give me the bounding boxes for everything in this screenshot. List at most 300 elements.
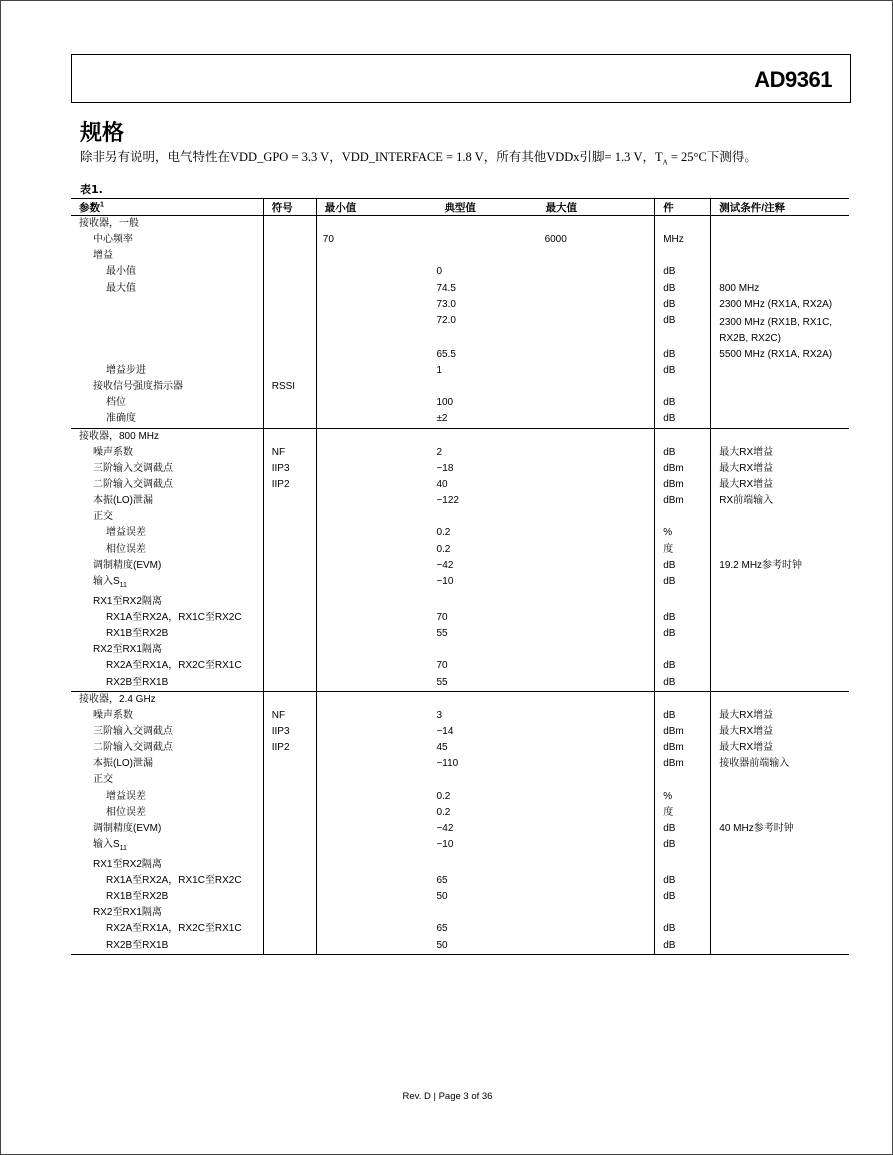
cell-symbol: IIP2 xyxy=(263,740,316,756)
table-row xyxy=(71,248,849,264)
cell-symbol: RSSI xyxy=(263,379,316,395)
cell-param xyxy=(71,525,263,541)
cell-min xyxy=(316,558,430,574)
cell-param xyxy=(71,691,263,708)
cell-symbol xyxy=(263,921,316,937)
cell-symbol xyxy=(263,525,316,541)
cell-min xyxy=(316,216,430,233)
param-label: RX2A至RX1A，RX2C至RX1C xyxy=(106,923,242,935)
cell-typ: 65.5 xyxy=(436,348,456,360)
table-row xyxy=(71,542,849,558)
cell-notes: 2300 MHz (RX1B, RX1C, RX2B, RX2C) xyxy=(711,313,849,347)
table-row xyxy=(71,724,849,740)
cell-unit: % xyxy=(655,525,711,541)
cell-unit: dB xyxy=(655,411,711,428)
cell-min xyxy=(316,248,430,264)
cell-min xyxy=(316,626,430,642)
col-header-typ: 典型值 xyxy=(430,199,536,216)
cell-min xyxy=(316,772,430,788)
cell-typ: −42 xyxy=(436,822,454,834)
cell-notes xyxy=(711,232,849,248)
cell-notes xyxy=(711,594,849,610)
param-label: 正交 xyxy=(93,774,113,786)
param-label: RX1B至RX2B xyxy=(106,891,169,903)
table-row xyxy=(71,821,849,837)
cell-symbol xyxy=(263,313,316,347)
cell-notes xyxy=(711,675,849,692)
cell-typ: −10 xyxy=(436,575,454,587)
cell-min xyxy=(316,347,430,363)
cell-param xyxy=(71,574,263,594)
cell-min xyxy=(316,281,430,297)
cell-notes: 最大RX增益 xyxy=(711,724,849,740)
cell-typ: ±2 xyxy=(436,413,448,425)
table-section-row xyxy=(71,216,849,233)
cell-min xyxy=(316,297,430,313)
cell-unit: dB xyxy=(655,708,711,724)
cell-param xyxy=(71,558,263,574)
cell-max xyxy=(537,724,655,740)
table-row xyxy=(71,558,849,574)
cell-symbol: NF xyxy=(263,445,316,461)
page-header xyxy=(71,54,851,103)
cell-typ xyxy=(430,428,536,445)
table-row xyxy=(71,610,849,626)
cell-unit: dB xyxy=(655,873,711,889)
cell-unit: 度 xyxy=(655,542,711,558)
param-label: 二阶输入交调截点 xyxy=(93,478,173,490)
cell-symbol xyxy=(263,216,316,233)
cell-max xyxy=(537,921,655,937)
param-label: RX1A至RX2A，RX1C至RX2C xyxy=(106,875,242,887)
cell-unit: dB xyxy=(655,574,711,594)
cell-notes xyxy=(711,889,849,905)
table-row xyxy=(71,708,849,724)
cell-max xyxy=(537,363,655,379)
cell-max xyxy=(537,379,655,395)
cell-max xyxy=(537,445,655,461)
table-row xyxy=(71,411,849,428)
cell-param xyxy=(71,363,263,379)
cell-max xyxy=(537,574,655,594)
cell-notes: 最大RX增益 xyxy=(711,477,849,493)
spec-table xyxy=(71,198,849,955)
cell-min xyxy=(316,574,430,594)
cell-unit xyxy=(655,248,711,264)
param-label: 正交 xyxy=(93,511,113,523)
cell-unit: dB xyxy=(655,658,711,674)
table-row xyxy=(71,857,849,873)
spec-table-body xyxy=(71,216,849,955)
cell-unit: dB xyxy=(655,281,711,297)
cell-notes: 最大RX增益 xyxy=(711,740,849,756)
cell-min xyxy=(316,873,430,889)
cell-typ: 0.2 xyxy=(436,806,451,818)
table-row xyxy=(71,347,849,363)
table-row xyxy=(71,477,849,493)
cell-param xyxy=(71,477,263,493)
table-section-row xyxy=(71,691,849,708)
param-label: 三阶输入交调截点 xyxy=(93,725,173,737)
cell-symbol xyxy=(263,626,316,642)
cell-typ xyxy=(430,905,536,921)
cell-max xyxy=(537,248,655,264)
cell-notes xyxy=(711,379,849,395)
cell-unit: dB xyxy=(655,558,711,574)
cell-typ xyxy=(430,248,536,264)
cell-unit: dBm xyxy=(655,461,711,477)
cell-max xyxy=(537,264,655,280)
cell-param xyxy=(71,347,263,363)
cell-symbol xyxy=(263,938,316,955)
cell-max xyxy=(537,313,655,347)
cell-unit: dB xyxy=(655,626,711,642)
cell-min xyxy=(316,642,430,658)
cell-typ xyxy=(430,857,536,873)
cell-unit: dB xyxy=(655,313,711,347)
cell-param xyxy=(71,724,263,740)
param-label: 中心频率 xyxy=(93,234,133,246)
cell-symbol xyxy=(263,297,316,313)
cell-param xyxy=(71,740,263,756)
cell-max xyxy=(537,658,655,674)
cell-symbol xyxy=(263,594,316,610)
cell-typ: 55 xyxy=(436,676,448,688)
cell-notes xyxy=(711,248,849,264)
cell-unit: dB xyxy=(655,921,711,937)
param-label: RX2B至RX1B xyxy=(106,676,169,688)
cell-unit: dB xyxy=(655,363,711,379)
param-label: 接收信号强度指示器 xyxy=(93,381,183,393)
param-label: 输入S xyxy=(93,838,120,850)
cell-max xyxy=(537,857,655,873)
cell-typ: 3 xyxy=(436,709,442,721)
cell-notes: 800 MHz xyxy=(711,281,849,297)
cell-notes: 最大RX增益 xyxy=(711,708,849,724)
table-row xyxy=(71,363,849,379)
cell-notes: 5500 MHz (RX1A, RX2A) xyxy=(711,347,849,363)
table-row xyxy=(71,626,849,642)
param-label: RX1B至RX2B xyxy=(106,628,169,640)
cell-symbol xyxy=(263,248,316,264)
param-label: 准确度 xyxy=(106,413,136,425)
cell-unit xyxy=(655,509,711,525)
cell-min xyxy=(316,789,430,805)
intro-text-before: 除非另有说明，电气特性在VDD_GPO = 3.3 V，VDD_INTERFACE = 1.8 V，所有其他VDDx引脚= 1.3 V，T xyxy=(80,150,663,164)
cell-notes xyxy=(711,921,849,937)
cell-min xyxy=(316,445,430,461)
cell-notes xyxy=(711,216,849,233)
cell-notes: 40 MHz参考时钟 xyxy=(711,821,849,837)
param-label: 本振(LO)泄漏 xyxy=(93,758,153,770)
cell-min xyxy=(316,675,430,692)
cell-symbol xyxy=(263,642,316,658)
cell-param xyxy=(71,789,263,805)
cell-param xyxy=(71,805,263,821)
cell-notes: 最大RX增益 xyxy=(711,461,849,477)
cell-symbol xyxy=(263,411,316,428)
cell-symbol xyxy=(263,837,316,857)
cell-symbol xyxy=(263,857,316,873)
table-section-row xyxy=(71,428,849,445)
col-header-param xyxy=(71,199,263,216)
cell-max xyxy=(537,873,655,889)
cell-typ: 0 xyxy=(436,266,442,278)
cell-max xyxy=(537,395,655,411)
cell-typ: 70 xyxy=(436,660,448,672)
cell-min xyxy=(316,857,430,873)
cell-symbol xyxy=(263,493,316,509)
cell-max xyxy=(537,297,655,313)
cell-typ: 0.2 xyxy=(436,543,451,555)
cell-unit xyxy=(655,216,711,233)
cell-min xyxy=(316,821,430,837)
cell-max xyxy=(537,493,655,509)
cell-unit: dB xyxy=(655,889,711,905)
cell-min xyxy=(316,493,430,509)
param-label: 三阶输入交调截点 xyxy=(93,462,173,474)
param-label: RX2A至RX1A，RX2C至RX1C xyxy=(106,660,242,672)
cell-min xyxy=(316,658,430,674)
cell-param xyxy=(71,428,263,445)
cell-min xyxy=(316,379,430,395)
cell-typ: 100 xyxy=(436,397,454,409)
cell-symbol xyxy=(263,691,316,708)
cell-max xyxy=(537,756,655,772)
cell-typ: 2 xyxy=(436,446,442,458)
cell-notes xyxy=(711,873,849,889)
cell-notes xyxy=(711,837,849,857)
cell-typ xyxy=(430,642,536,658)
cell-symbol xyxy=(263,509,316,525)
cell-max xyxy=(537,428,655,445)
cell-min xyxy=(316,428,430,445)
cell-min xyxy=(316,525,430,541)
col-header-symbol: 符号 xyxy=(263,199,316,216)
cell-min xyxy=(316,395,430,411)
cell-typ: 45 xyxy=(436,742,448,754)
cell-symbol xyxy=(263,264,316,280)
cell-notes xyxy=(711,772,849,788)
cell-max xyxy=(537,821,655,837)
param-label: 相位误差 xyxy=(106,806,146,818)
part-number: AD9361 xyxy=(754,67,832,92)
table-row xyxy=(71,772,849,788)
cell-max xyxy=(537,626,655,642)
cell-unit xyxy=(655,379,711,395)
cell-typ xyxy=(430,691,536,708)
cell-param xyxy=(71,857,263,873)
cell-unit xyxy=(655,642,711,658)
cell-max xyxy=(537,905,655,921)
cell-unit: dB xyxy=(655,395,711,411)
param-label: 二阶输入交调截点 xyxy=(93,742,173,754)
cell-symbol: IIP3 xyxy=(263,461,316,477)
param-label: 接收器，一般 xyxy=(79,218,139,229)
param-label: 调制精度(EVM) xyxy=(93,822,162,834)
table-row xyxy=(71,509,849,525)
cell-unit xyxy=(655,428,711,445)
cell-typ: −122 xyxy=(436,495,459,507)
cell-symbol xyxy=(263,395,316,411)
cell-notes: 接收器前端输入 xyxy=(711,756,849,772)
table-row xyxy=(71,642,849,658)
cell-max xyxy=(537,542,655,558)
param-label: 增益 xyxy=(93,250,113,262)
cell-min xyxy=(316,938,430,955)
col-header-notes: 测试条件/注释 xyxy=(711,199,849,216)
table-row xyxy=(71,873,849,889)
cell-symbol xyxy=(263,873,316,889)
param-label: RX1至RX2隔离 xyxy=(93,595,162,607)
cell-typ: −10 xyxy=(436,838,454,850)
cell-max xyxy=(537,889,655,905)
param-label: 增益步进 xyxy=(106,364,146,376)
cell-unit: dB xyxy=(655,837,711,857)
param-subscript: 11 xyxy=(119,844,127,852)
cell-param xyxy=(71,658,263,674)
cell-typ: 50 xyxy=(430,938,536,955)
cell-symbol xyxy=(263,772,316,788)
cell-param xyxy=(71,708,263,724)
cell-param xyxy=(71,675,263,692)
cell-typ: 1 xyxy=(436,364,442,376)
cell-param xyxy=(71,281,263,297)
cell-unit: dB xyxy=(655,821,711,837)
cell-symbol xyxy=(263,905,316,921)
cell-max xyxy=(537,938,655,955)
cell-min xyxy=(316,905,430,921)
cell-notes xyxy=(711,905,849,921)
cell-max xyxy=(537,642,655,658)
cell-param xyxy=(71,297,263,313)
table-header-row xyxy=(71,199,849,216)
param-label: 噪声系数 xyxy=(93,709,133,721)
cell-typ: 50 xyxy=(436,891,448,903)
cell-max xyxy=(537,216,655,233)
cell-notes xyxy=(711,857,849,873)
cell-typ: −42 xyxy=(436,559,454,571)
cell-symbol: IIP3 xyxy=(263,724,316,740)
cell-max xyxy=(537,691,655,708)
table-row xyxy=(71,805,849,821)
cell-unit: dB xyxy=(655,610,711,626)
cell-notes xyxy=(711,264,849,280)
cell-typ xyxy=(430,232,536,248)
cell-param xyxy=(71,756,263,772)
cell-symbol xyxy=(263,281,316,297)
cell-max xyxy=(537,772,655,788)
cell-symbol xyxy=(263,658,316,674)
cell-param xyxy=(71,889,263,905)
cell-param xyxy=(71,642,263,658)
cell-min xyxy=(316,542,430,558)
param-label: 输入S xyxy=(93,575,120,587)
cell-symbol xyxy=(263,805,316,821)
cell-symbol xyxy=(263,558,316,574)
param-label: 本振(LO)泄漏 xyxy=(93,495,153,507)
table-row xyxy=(71,574,849,594)
param-subscript: 11 xyxy=(119,581,127,589)
cell-min xyxy=(316,363,430,379)
cell-notes xyxy=(711,509,849,525)
cell-unit xyxy=(655,772,711,788)
cell-param xyxy=(71,264,263,280)
cell-param xyxy=(71,938,263,955)
cell-min xyxy=(316,724,430,740)
cell-param xyxy=(71,921,263,937)
table-row xyxy=(71,837,849,857)
cell-unit: % xyxy=(655,789,711,805)
table-row xyxy=(71,905,849,921)
param-label: 最大值 xyxy=(106,282,136,294)
cell-symbol xyxy=(263,821,316,837)
cell-max xyxy=(537,789,655,805)
cell-max xyxy=(537,837,655,857)
param-label: RX2B至RX1B xyxy=(106,939,169,951)
cell-unit xyxy=(655,594,711,610)
cell-min xyxy=(316,756,430,772)
cell-notes xyxy=(711,411,849,428)
cell-max xyxy=(537,525,655,541)
table-row xyxy=(71,232,849,248)
cell-notes xyxy=(711,542,849,558)
table-row xyxy=(71,281,849,297)
cell-typ: 65 xyxy=(436,923,448,935)
cell-notes xyxy=(711,574,849,594)
table-row xyxy=(71,264,849,280)
table-row xyxy=(71,756,849,772)
cell-symbol xyxy=(263,542,316,558)
table-row xyxy=(71,675,849,692)
cell-symbol: NF xyxy=(263,708,316,724)
intro-subscript: A xyxy=(662,158,668,167)
param-label: 调制精度(EVM) xyxy=(93,559,162,571)
cell-min xyxy=(316,411,430,428)
table-row xyxy=(71,594,849,610)
table-row xyxy=(71,921,849,937)
cell-max xyxy=(537,347,655,363)
cell-typ: −14 xyxy=(436,725,454,737)
cell-unit: dBm xyxy=(655,493,711,509)
cell-typ: 74.5 xyxy=(436,282,456,294)
cell-symbol xyxy=(263,789,316,805)
cell-max xyxy=(537,708,655,724)
cell-max xyxy=(537,675,655,692)
param-label: RX2至RX1隔离 xyxy=(93,907,162,919)
cell-unit: dBm xyxy=(655,756,711,772)
cell-unit: dB xyxy=(655,445,711,461)
cell-notes xyxy=(711,395,849,411)
table-label: 表1. xyxy=(80,183,103,196)
param-label: 接收器，800 MHz xyxy=(79,430,160,442)
cell-typ: 55 xyxy=(436,628,448,640)
cell-notes: RX前端输入 xyxy=(711,493,849,509)
cell-typ: 70 xyxy=(436,611,448,623)
cell-notes xyxy=(711,626,849,642)
cell-min xyxy=(316,921,430,937)
cell-param xyxy=(71,411,263,428)
cell-min xyxy=(316,313,430,347)
col-header-unit: 件 xyxy=(655,199,711,216)
cell-typ xyxy=(430,594,536,610)
cell-param xyxy=(71,905,263,921)
cell-min xyxy=(316,594,430,610)
cell-max xyxy=(537,509,655,525)
cell-unit xyxy=(655,905,711,921)
cell-param xyxy=(71,873,263,889)
cell-param xyxy=(71,216,263,233)
